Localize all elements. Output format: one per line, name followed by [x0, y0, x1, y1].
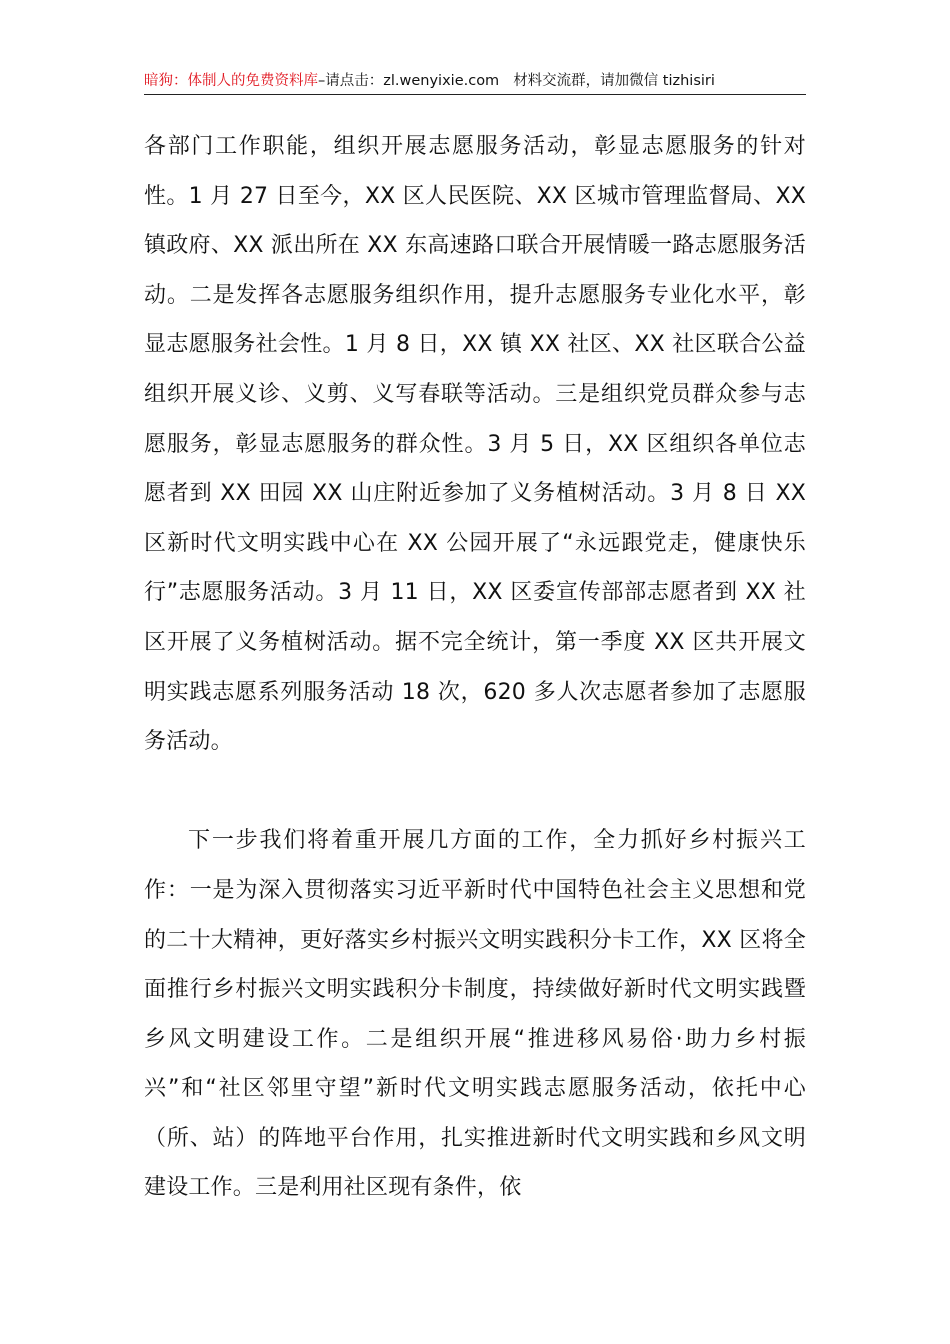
paragraph-2: 下一步我们将着重开展几方面的工作，全力抓好乡村振兴工作：一是为深入贯彻落实习近平新时代中国特色社会主义思想和党的二十大精神，更好落实乡村振兴文明实践积分卡工作，XX 区将全面推行乡村振兴文明实践积分卡制度，持续做好新时代文明实践暨乡风文明建设工作。二是组织开展“推进移风易俗·助力乡村振兴”和“社区邻里守望”新时代文明实践志愿服务活动，依托中心（所、站）的阵地平台作用，扎实推进新时代文明实践和乡风文明建设工作。三是利用社区现有条件，依: [144, 828, 806, 1201]
header-group-note: 材料交流群，请加微信 tizhisiri: [513, 73, 715, 89]
header-click-prefix: –请点击：: [318, 73, 384, 89]
header-url-link[interactable]: zl.wenyixie.com: [383, 73, 500, 89]
header-brand: 暗狗：体制人的免费资料库: [144, 73, 318, 89]
document-body: [144, 122, 806, 1213]
page-header: [144, 68, 806, 95]
paragraph-1: 各部门工作职能，组织开展志愿服务活动，彰显志愿服务的针对性。1 月 27 日至今，XX 区人民医院、XX 区城市管理监督局、XX 镇政府、XX 派出所在 XX 东高速路口联合开展情暖一路志愿服务活动。二是发挥各志愿服务组织作用，提升志愿服务专业化水平，彰显志愿服务社会性。1 月 8 日，XX 镇 XX 社区、XX 社区联合公益组织开展义诊、义剪、义写春联等活动。三是组织党员群众参与志愿服务，彰显志愿服务的群众性。3 月 5 日，XX 区组织各单位志愿者到 XX 田园 XX 山庄附近参加了义务植树活动。3 月 8 日 XX 区新时代文明实践中心在 XX 公园开展了“永远跟党走，健康快乐行”志愿服务活动。3 月 11 日，XX 区委宣传部部志愿者到 XX 社区开展了义务植树活动。据不完全统计，第一季度 XX 区共开展文明实践志愿系列服务活动 18 次，620 多人次志愿者参加了志愿服务活动。: [144, 134, 806, 755]
